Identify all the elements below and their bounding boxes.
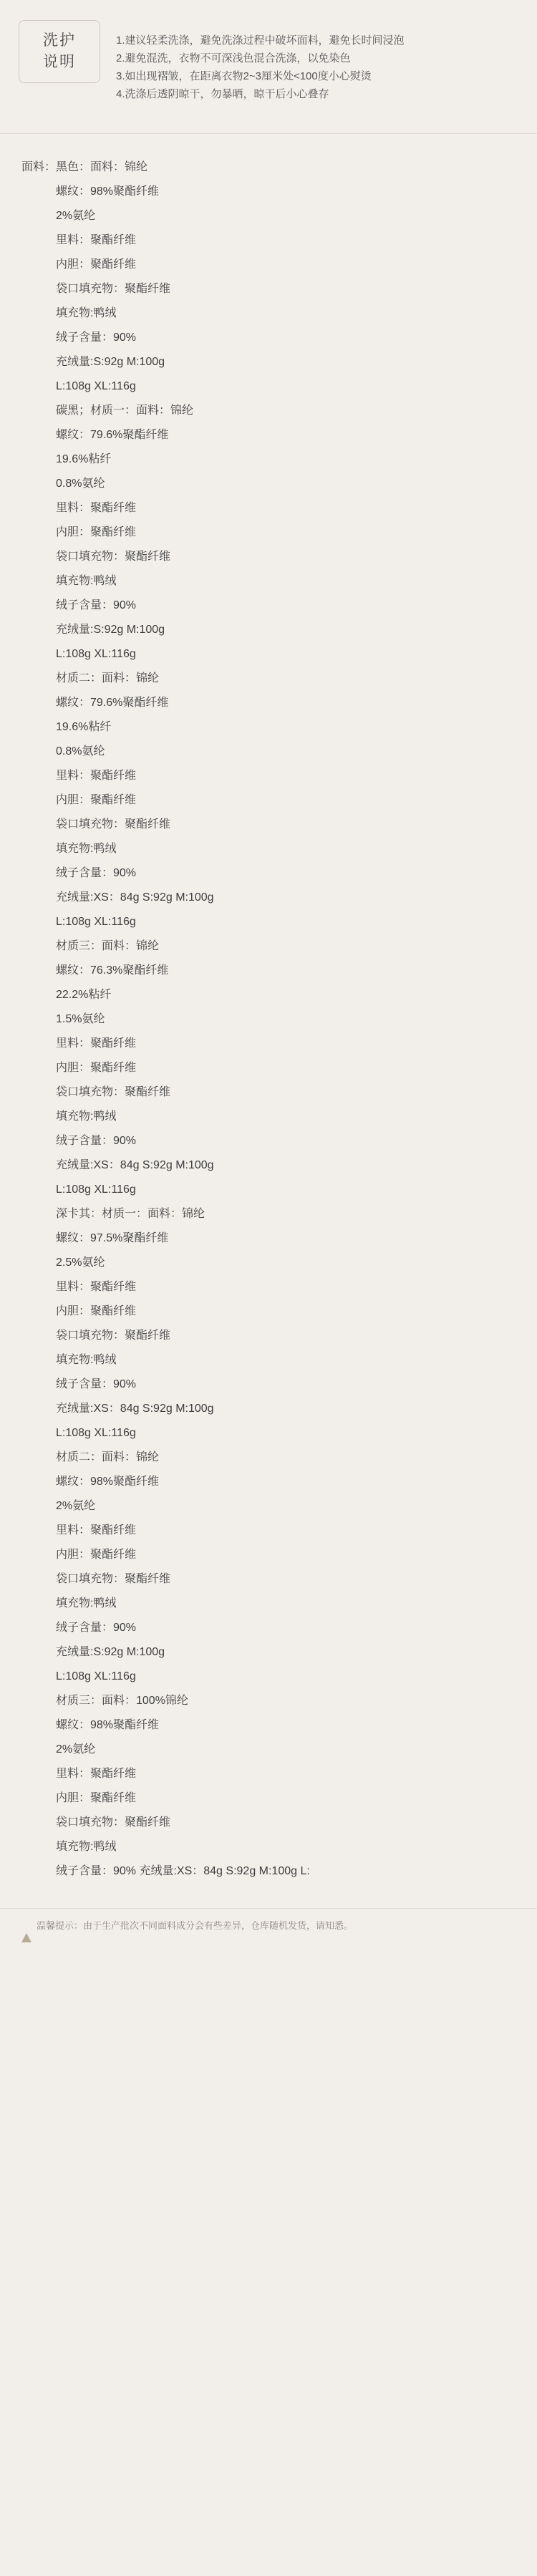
spec-line: L:108g XL:116g [56, 916, 136, 928]
spec-line: 绒子含量：90% [56, 599, 137, 611]
spec-line: L:108g XL:116g [56, 380, 136, 392]
wash-care-badge-line-2: 说明 [43, 54, 76, 70]
wash-care-instruction: 4.洗涤后透阴晾干，勿暴晒，晾干后小心叠存 [116, 88, 329, 100]
spec-line: 充绒量:XS：84g S:92g M:100g [56, 1159, 214, 1171]
wash-care-instruction-list [100, 30, 516, 103]
spec-line: 绒子含量：90% [56, 1622, 137, 1634]
spec-line: 2%氨纶 [56, 210, 96, 222]
spec-line: 绒子含量：90% [56, 1378, 137, 1390]
spec-line: L:108g XL:116g [56, 1670, 136, 1682]
spec-line: 袋口填充物：聚酯纤维 [56, 551, 171, 563]
spec-line: 内胆：聚酯纤维 [56, 526, 137, 538]
spec-line: 充绒量:XS：84g S:92g M:100g [56, 891, 214, 904]
spec-line: 2%氨纶 [56, 1743, 96, 1756]
spec-line: 螺纹：79.6%聚酯纤维 [56, 429, 169, 441]
spec-line: 螺纹：76.3%聚酯纤维 [56, 964, 169, 977]
spec-line: 袋口填充物：聚酯纤维 [56, 818, 171, 831]
disclaimer-note [0, 1908, 537, 1953]
spec-line: 螺纹：97.5%聚酯纤维 [56, 1232, 169, 1244]
spec-line: 螺纹：79.6%聚酯纤维 [56, 697, 169, 709]
spec-line: 内胆：聚酯纤维 [56, 1305, 137, 1317]
spec-line: 里料：聚酯纤维 [56, 770, 137, 782]
spec-line: 1.5%氨纶 [56, 1013, 105, 1025]
spec-line: 填充物:鸭绒 [56, 307, 117, 319]
spec-line: 材质三：面料：100%锦纶 [56, 1695, 188, 1707]
spec-line: 内胆：聚酯纤维 [56, 1792, 137, 1804]
spec-line: 绒子含量：90% 充绒量:XS：84g S:92g M:100g L: [56, 1865, 310, 1877]
spec-line: 里料：聚酯纤维 [56, 502, 137, 514]
spec-line: 深卡其：材质一：面料：锦纶 [56, 1208, 205, 1220]
spec-line: 充绒量:XS：84g S:92g M:100g [56, 1403, 214, 1415]
spec-line: 袋口填充物：聚酯纤维 [56, 1816, 171, 1829]
spec-line: 19.6%粘纤 [56, 721, 112, 733]
spec-line: 螺纹：98%聚酯纤维 [56, 1476, 160, 1488]
spec-line: 袋口填充物：聚酯纤维 [56, 283, 171, 295]
spec-line: 0.8%氨纶 [56, 478, 105, 490]
spec-line: 面料：黑色：面料：锦纶 [21, 161, 148, 173]
spec-line: 填充物:鸭绒 [56, 843, 117, 855]
wash-care-instruction: 1.建议轻柔洗涤，避免洗涤过程中破坏面料，避免长时间浸泡 [116, 34, 405, 47]
spec-line: 螺纹：98%聚酯纤维 [56, 1719, 160, 1731]
wash-care-badge [19, 20, 100, 83]
spec-line: 绒子含量：90% [56, 867, 137, 879]
material-spec-list [0, 134, 537, 1884]
spec-line: 绒子含量：90% [56, 331, 137, 344]
warning-icon [21, 1921, 32, 1932]
spec-line: L:108g XL:116g [56, 1427, 136, 1439]
spec-line: 填充物:鸭绒 [56, 1841, 117, 1853]
spec-line: 填充物:鸭绒 [56, 1597, 117, 1609]
spec-line: 里料：聚酯纤维 [56, 1524, 137, 1536]
disclaimer-text: 温馨提示：由于生产批次不同面料成分会有些差异，仓库随机发货，请知悉。 [37, 1920, 354, 1931]
spec-line: 2.5%氨纶 [56, 1256, 105, 1269]
spec-line: 0.8%氨纶 [56, 745, 105, 757]
wash-care-instruction: 2.避免混洗，衣物不可深浅色混合洗涤，以免染色 [116, 52, 351, 64]
spec-line: 填充物:鸭绒 [56, 1110, 117, 1123]
spec-line: 内胆：聚酯纤维 [56, 794, 137, 806]
spec-line: 填充物:鸭绒 [56, 1354, 117, 1366]
spec-line: L:108g XL:116g [56, 1183, 136, 1196]
spec-line: 里料：聚酯纤维 [56, 1768, 137, 1780]
spec-line: 绒子含量：90% [56, 1135, 137, 1147]
spec-line: 充绒量:S:92g M:100g [56, 624, 165, 636]
spec-line: 里料：聚酯纤维 [56, 1037, 137, 1050]
spec-line: L:108g XL:116g [56, 648, 136, 660]
spec-line: 材质二：面料：锦纶 [56, 1451, 160, 1463]
spec-line: 里料：聚酯纤维 [56, 234, 137, 246]
wash-care-instruction: 3.如出现褶皱，在距离衣物2~3厘米处<100度小心熨烫 [116, 70, 372, 82]
spec-line: 材质二：面料：锦纶 [56, 672, 160, 684]
spec-line: 充绒量:S:92g M:100g [56, 1646, 165, 1658]
spec-line: 充绒量:S:92g M:100g [56, 356, 165, 368]
wash-care-badge-line-1: 洗护 [43, 32, 76, 49]
spec-line: 内胆：聚酯纤维 [56, 258, 137, 271]
spec-line: 19.6%粘纤 [56, 453, 112, 465]
spec-line: 袋口填充物：聚酯纤维 [56, 1086, 171, 1098]
spec-line: 材质三：面料：锦纶 [56, 940, 160, 952]
spec-line: 袋口填充物：聚酯纤维 [56, 1573, 171, 1585]
spec-line: 里料：聚酯纤维 [56, 1281, 137, 1293]
spec-line: 袋口填充物：聚酯纤维 [56, 1330, 171, 1342]
spec-line: 碳黑；材质一：面料：锦纶 [56, 405, 194, 417]
spec-line: 内胆：聚酯纤维 [56, 1549, 137, 1561]
spec-line: 填充物:鸭绒 [56, 575, 117, 587]
spec-line: 内胆：聚酯纤维 [56, 1062, 137, 1074]
wash-care-block [0, 0, 537, 129]
spec-line: 22.2%粘纤 [56, 989, 112, 1001]
spec-line: 2%氨纶 [56, 1500, 96, 1512]
spec-line: 螺纹：98%聚酯纤维 [56, 185, 160, 198]
